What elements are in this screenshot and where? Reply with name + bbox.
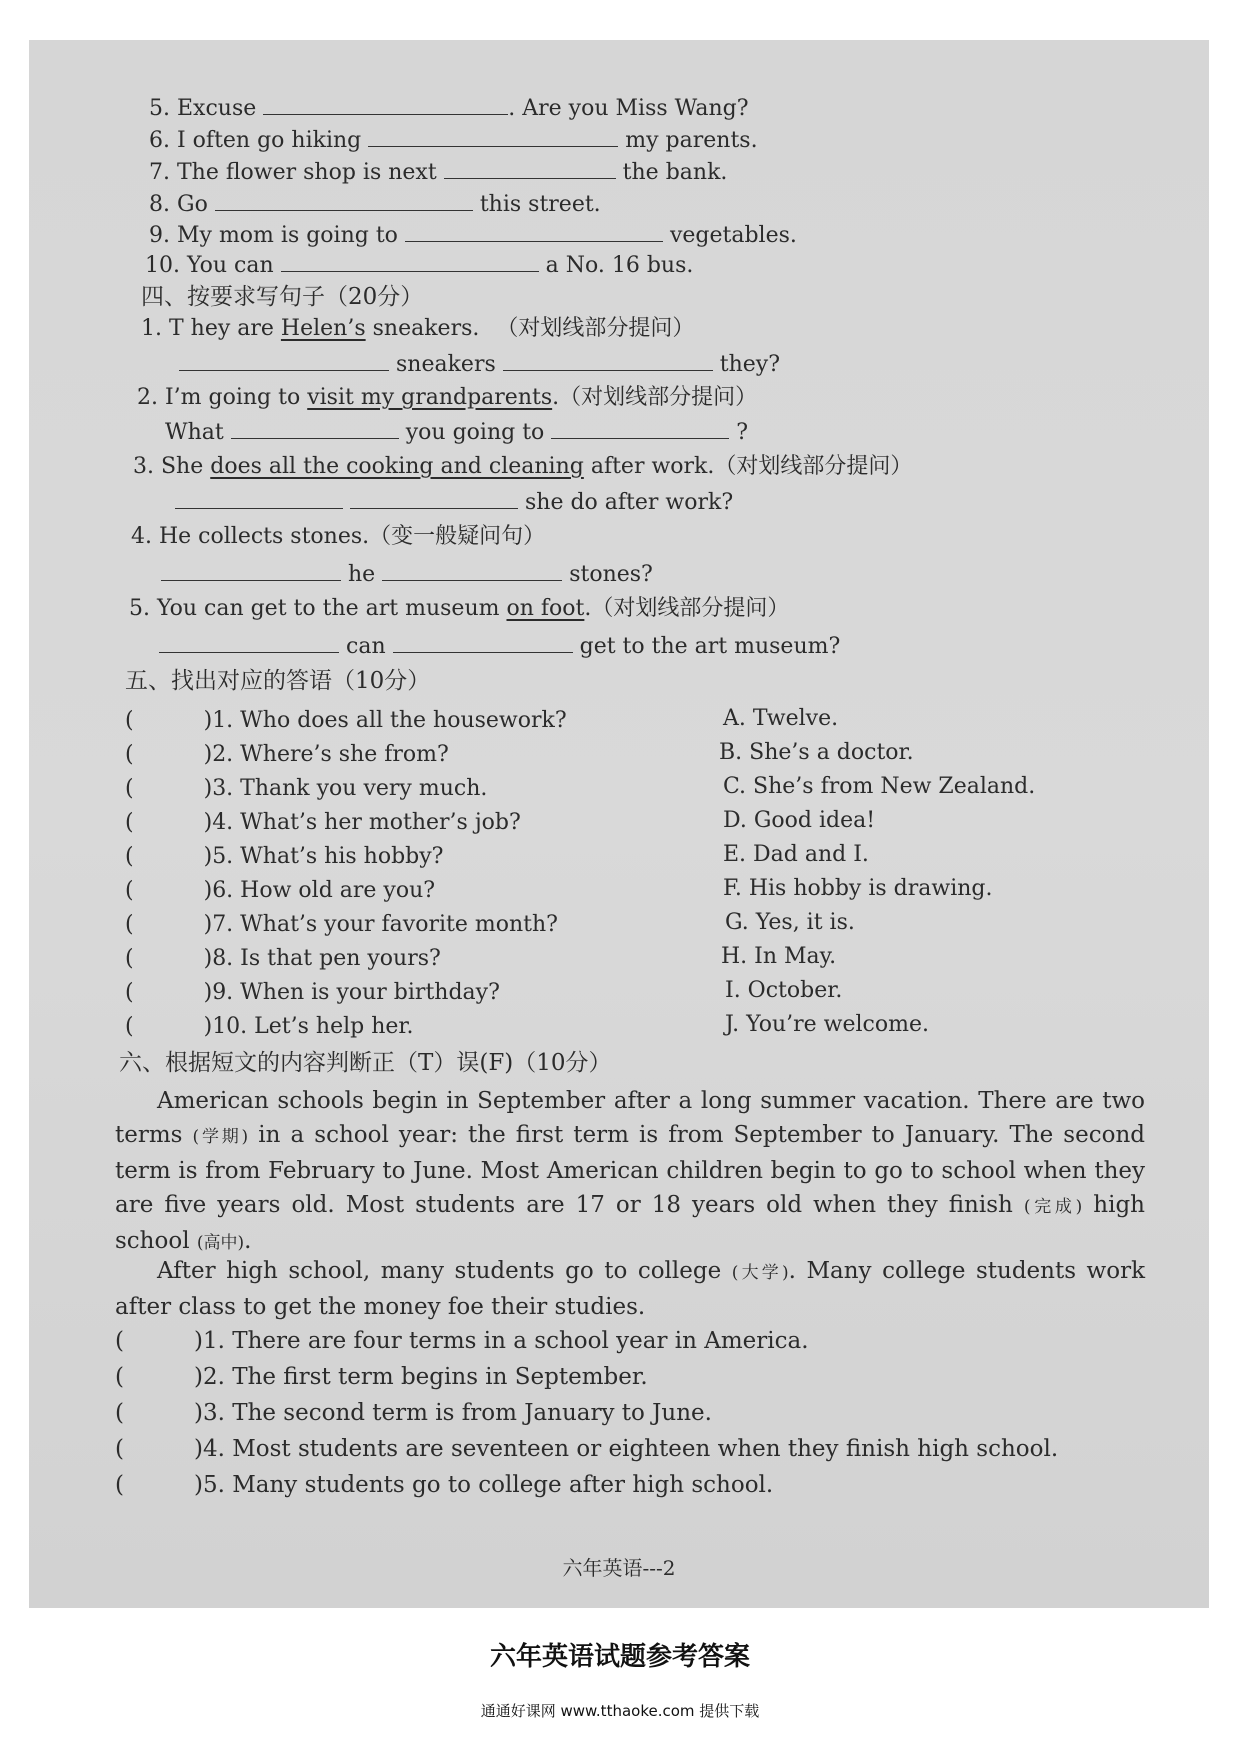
item-text: You can — [187, 253, 274, 278]
paren-open: ( — [115, 1364, 124, 1390]
underlined-part: visit my grandparents — [307, 385, 553, 410]
item-text: . Are you Miss Wang? — [508, 96, 749, 121]
paren-open: ( — [125, 1014, 134, 1039]
answer-option-e: E. Dad and I. — [723, 842, 869, 867]
answer-option-b: B. She’s a doctor. — [719, 740, 914, 765]
match-row-2 — [125, 742, 449, 768]
paren-close: ) — [203, 878, 213, 903]
q-text: sneakers. — [365, 316, 480, 341]
rewrite-q3 — [133, 454, 912, 480]
item-text: this street. — [479, 192, 601, 217]
match-row-10 — [125, 1014, 414, 1040]
paren-close: ) — [203, 776, 213, 801]
rewrite-q4 — [131, 524, 545, 550]
item-text: Excuse — [177, 96, 257, 121]
tf-row-3 — [115, 1400, 712, 1426]
paren-close: ) — [203, 708, 213, 733]
answer-option-h: H. In May. — [721, 944, 837, 969]
answer-blank — [382, 560, 562, 581]
paragraph-text: American schools begin in September after a long summer vacation. There are two terms — [115, 1088, 1145, 1148]
statement-text: 3. The second term is from January to June. — [202, 1400, 712, 1426]
paragraph-text: high school — [115, 1192, 1145, 1254]
item-text: I often go hiking — [177, 128, 362, 153]
rewrite-q5-answer — [159, 632, 840, 660]
q-text: after work. — [583, 454, 715, 479]
answer-option-a: A. Twelve. — [723, 706, 839, 731]
paragraph-text: in a school year: the first term is from September to January. The second term is from February to June. Most American children begin to go to school when they are five years old. Most students are 17 or 18 years old when they finish — [115, 1122, 1145, 1218]
instruction-note: （对划线部分提问） — [496, 316, 695, 341]
paren-open: ( — [115, 1400, 124, 1426]
answer-option-j: J. You’re welcome. — [725, 1012, 929, 1037]
item-number: 7. — [149, 160, 170, 185]
item-number: 10. — [145, 253, 180, 278]
paren-close: ) — [193, 1400, 203, 1426]
paren-close: ) — [203, 980, 213, 1005]
statement-text: 2. The first term begins in September. — [202, 1364, 648, 1390]
page-footer: 六年英语---2 — [562, 1556, 676, 1580]
question-text: 5. What’s his hobby? — [212, 844, 444, 869]
match-row-1 — [125, 708, 567, 734]
instruction-note: （对划线部分提问） — [591, 596, 790, 621]
answer-blank — [405, 221, 663, 242]
answer-blank — [444, 158, 616, 179]
q-text: 4. He collects stones. — [131, 524, 370, 549]
paren-open: ( — [125, 844, 134, 869]
fill-blank-8 — [149, 190, 601, 218]
q-text: stones? — [569, 562, 653, 587]
paren-open: ( — [115, 1472, 124, 1498]
q-text: What — [165, 420, 224, 445]
paren-close: ) — [203, 912, 213, 937]
answer-option-d: D. Good idea! — [723, 808, 876, 833]
item-number: 5. — [149, 96, 170, 121]
paren-open: ( — [125, 708, 134, 733]
tf-row-2 — [115, 1364, 648, 1390]
reading-paragraph-2 — [115, 1254, 1145, 1324]
q-text: 2. I’m going to — [137, 385, 308, 410]
answer-blank — [281, 251, 539, 272]
match-row-5 — [125, 844, 443, 870]
answer-option-c: C. She’s from New Zealand. — [723, 774, 1036, 799]
item-text: a No. 16 bus. — [545, 253, 694, 278]
question-text: 2. Where’s she from? — [212, 742, 449, 767]
q-text: sneakers — [396, 352, 496, 377]
paren-open: ( — [125, 776, 134, 801]
item-text: My mom is going to — [177, 223, 398, 248]
item-text: vegetables. — [669, 223, 797, 248]
item-number: 9. — [149, 223, 170, 248]
question-text: 3. Thank you very much. — [212, 776, 488, 801]
paren-close: ) — [203, 844, 213, 869]
q-text: he — [348, 562, 376, 587]
rewrite-q1-answer — [179, 350, 780, 378]
match-row-4 — [125, 810, 521, 836]
rewrite-q2-answer — [165, 418, 748, 446]
paren-close: ) — [193, 1364, 203, 1390]
gloss: (高中) — [196, 1233, 245, 1253]
underlined-part: Helen’s — [280, 316, 366, 341]
q-text: get to the art museum? — [579, 634, 841, 659]
answer-blank — [175, 488, 343, 509]
answer-blank — [263, 94, 508, 115]
q-text: 3. She — [133, 454, 211, 479]
paren-close: ) — [193, 1472, 203, 1498]
question-text: 9. When is your birthday? — [212, 980, 500, 1005]
section-4-heading: 四、按要求写句子（20分） — [141, 284, 424, 310]
q-text: you going to — [405, 420, 545, 445]
item-text: the bank. — [622, 160, 728, 185]
reading-paragraph-1 — [115, 1084, 1145, 1260]
rewrite-q3-answer — [175, 488, 733, 516]
item-text: Go — [177, 192, 208, 217]
paren-close: ) — [193, 1328, 203, 1354]
answer-option-g: G. Yes, it is. — [725, 910, 855, 935]
section-6-heading: 六、根据短文的内容判断正（T）误(F)（10分） — [119, 1050, 612, 1076]
q-text: . — [552, 385, 560, 410]
answer-option-f: F. His hobby is drawing. — [723, 876, 993, 901]
rewrite-q2 — [137, 385, 757, 411]
gloss: (大学) — [731, 1263, 789, 1283]
exam-page-photo — [29, 40, 1209, 1608]
answer-blank — [393, 632, 573, 653]
match-row-9 — [125, 980, 500, 1006]
paren-close: ) — [203, 742, 213, 767]
rewrite-q1 — [141, 316, 694, 342]
statement-text: 1. There are four terms in a school year in America. — [202, 1328, 809, 1354]
answer-blank — [179, 350, 389, 371]
question-text: 10. Let’s help her. — [212, 1014, 414, 1039]
fill-blank-9 — [149, 221, 797, 249]
instruction-note: （对划线部分提问） — [559, 385, 758, 410]
q-text: ? — [736, 420, 749, 445]
answer-blank — [231, 418, 399, 439]
fill-blank-6 — [149, 126, 758, 154]
tf-row-4 — [115, 1436, 1058, 1462]
question-text: 8. Is that pen yours? — [212, 946, 441, 971]
paragraph-text: After high school, many students go to college — [157, 1258, 732, 1284]
paren-open: ( — [125, 878, 134, 903]
gloss: (完成) — [1023, 1197, 1083, 1217]
rewrite-q5 — [129, 596, 789, 622]
answer-blank — [161, 560, 341, 581]
section-5-heading: 五、找出对应的答语（10分） — [125, 668, 431, 694]
instruction-note: （变一般疑问句） — [369, 524, 546, 549]
paren-open: ( — [115, 1328, 124, 1354]
answer-key-title: 六年英语试题参考答案 — [489, 1642, 750, 1672]
q-text: . — [584, 596, 592, 621]
match-row-8 — [125, 946, 441, 972]
q-text: can — [346, 634, 386, 659]
rewrite-q4-answer — [161, 560, 653, 588]
fill-blank-10 — [145, 251, 693, 279]
answer-blank — [503, 350, 713, 371]
paren-open: ( — [125, 912, 134, 937]
q-text: she do after work? — [525, 490, 734, 515]
match-row-6 — [125, 878, 435, 904]
paren-open: ( — [125, 810, 134, 835]
paren-close: ) — [203, 1014, 213, 1039]
q-text: 1. T hey are — [141, 316, 281, 341]
instruction-note: （对划线部分提问） — [714, 454, 913, 479]
question-text: 6. How old are you? — [212, 878, 436, 903]
paren-close: ) — [203, 810, 213, 835]
tf-row-5 — [115, 1472, 773, 1498]
paren-close: ) — [193, 1436, 203, 1462]
item-number: 8. — [149, 192, 170, 217]
answer-option-i: I. October. — [725, 978, 843, 1003]
question-text: 1. Who does all the housework? — [212, 708, 567, 733]
statement-text: 4. Most students are seventeen or eighteen when they finish high school. — [202, 1436, 1059, 1462]
answer-blank — [368, 126, 618, 147]
match-row-7 — [125, 912, 558, 938]
item-number: 6. — [149, 128, 170, 153]
item-text: my parents. — [625, 128, 758, 153]
q-text: 5. You can get to the art museum — [129, 596, 507, 621]
fill-blank-5 — [149, 94, 749, 122]
gloss: (学期) — [192, 1127, 249, 1147]
paragraph-text: . — [244, 1228, 252, 1254]
underlined-part: on foot — [506, 596, 585, 621]
paren-open: ( — [115, 1436, 124, 1462]
q-text: they? — [719, 352, 781, 377]
answer-blank — [159, 632, 339, 653]
paren-open: ( — [125, 946, 134, 971]
paragraph-text: . Many college students work after class to get the money foe their studies. — [115, 1258, 1146, 1320]
fill-blank-7 — [149, 158, 727, 186]
answer-blank — [215, 190, 473, 211]
paren-open: ( — [125, 742, 134, 767]
paren-close: ) — [203, 946, 213, 971]
match-row-3 — [125, 776, 487, 802]
question-text: 7. What’s your favorite month? — [212, 912, 558, 937]
paren-open: ( — [125, 980, 134, 1005]
question-text: 4. What’s her mother’s job? — [212, 810, 521, 835]
answer-blank — [350, 488, 518, 509]
statement-text: 5. Many students go to college after high school. — [202, 1472, 774, 1498]
download-credit: 通通好课网 www.tthaoke.com 提供下载 — [480, 1702, 760, 1720]
answer-blank — [551, 418, 729, 439]
tf-row-1 — [115, 1328, 809, 1354]
underlined-part: does all the cooking and cleaning — [210, 454, 584, 479]
item-text: The flower shop is next — [177, 160, 437, 185]
